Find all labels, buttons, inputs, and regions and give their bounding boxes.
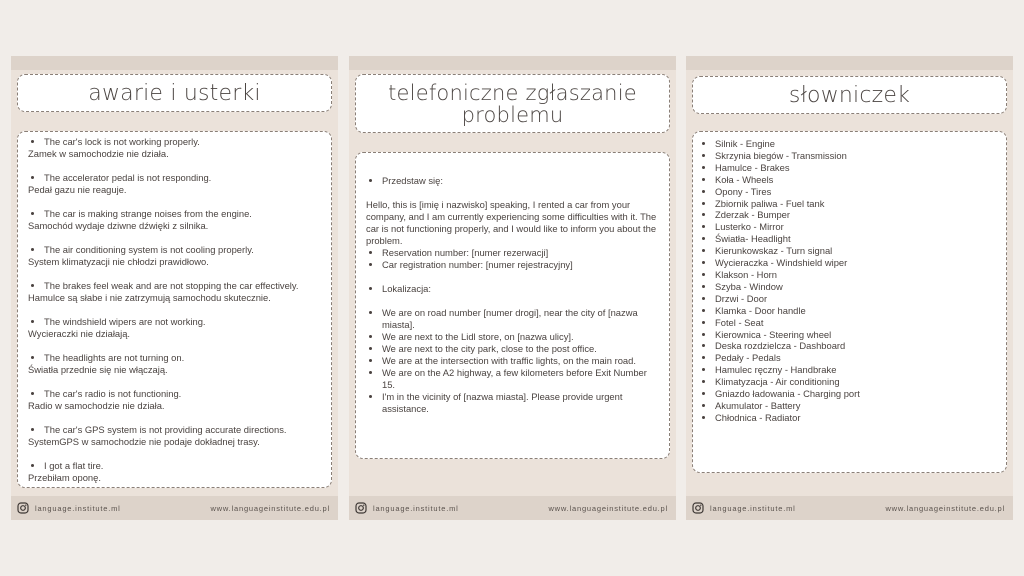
vocab-item: • Szyba - Window	[715, 281, 998, 293]
phrase-pl: SystemGPS w samochodzie nie podaje dokładnej trasy.	[28, 436, 260, 447]
vocab-item: • Drzwi - Door	[715, 293, 998, 305]
footer	[686, 496, 1013, 520]
website-link[interactable]: www.languageinstitute.edu.pl	[885, 503, 1005, 513]
phrase-en: • The car is making strange noises from the engine.	[44, 208, 323, 220]
location-item: • We are next to the Lidl store, on [nazwa ulicy].	[382, 331, 659, 343]
phrase-pl: Zamek w samochodzie nie działa.	[28, 148, 169, 159]
panel-phone-report	[349, 56, 676, 520]
location-item: • We are on road number [numer drogi], near the city of [nazwa miasta].	[382, 307, 659, 331]
vocab-item: • Koła - Wheels	[715, 174, 998, 186]
vocab-item: • Zderzak - Bumper	[715, 209, 998, 221]
vocab-item: • Chłodnica - Radiator	[715, 412, 998, 424]
panel-breakdowns	[11, 56, 338, 520]
instagram-icon[interactable]	[355, 502, 367, 514]
vocab-item: • Hamulce - Brakes	[715, 162, 998, 174]
list-item	[28, 352, 323, 376]
footer	[349, 496, 676, 520]
list-item	[28, 208, 323, 232]
location-item: • We are at the intersection with traffic lights, on the main road.	[382, 355, 659, 367]
list-item	[28, 316, 323, 340]
detail-item: • Car registration number: [numer rejestracyjny]	[382, 259, 659, 271]
phrase-en: • The car's lock is not working properly.	[44, 136, 323, 148]
phrase-pl: Wycieraczki nie działają.	[28, 328, 131, 339]
vocab-item: • Fotel - Seat	[715, 317, 998, 329]
glossary-list	[692, 131, 1007, 473]
vocab-item: • Wycieraczka - Windshield wiper	[715, 257, 998, 269]
instagram-handle[interactable]: language.institute.ml	[373, 503, 459, 513]
vocab-item: • Silnik - Engine	[715, 138, 998, 150]
panel-top-band	[349, 56, 676, 70]
phrase-pl: Hamulce są słabe i nie zatrzymują samochodu skutecznie.	[28, 292, 271, 303]
list-item	[28, 244, 323, 268]
vocab-item: • Kierownica - Steering wheel	[715, 329, 998, 341]
phrase-en: • The accelerator pedal is not responding.	[44, 172, 323, 184]
phrase-pl: Pedał gazu nie reaguje.	[28, 184, 127, 195]
location-item: • We are next to the city park, close to the post office.	[382, 343, 659, 355]
detail-item: • Reservation number: [numer rezerwacji]	[382, 247, 659, 259]
phrase-pl: Samochód wydaje dziwne dźwięki z silnika.	[28, 220, 209, 231]
website-link[interactable]: www.languageinstitute.edu.pl	[548, 503, 668, 513]
list-item	[28, 280, 323, 304]
phone-report-content	[355, 152, 670, 459]
panel-glossary	[686, 56, 1013, 520]
vocab-item: • Gniazdo ładowania - Charging port	[715, 388, 998, 400]
panel-top-band	[11, 56, 338, 70]
phrase-pl: Radio w samochodzie nie działa.	[28, 400, 165, 411]
panel-title: słowniczek	[692, 76, 1007, 114]
intro-bullet: • Przedstaw się:	[382, 175, 659, 187]
instagram-handle[interactable]: language.institute.ml	[35, 503, 121, 513]
vocab-item: • Pedały - Pedals	[715, 352, 998, 364]
vocab-item: • Klakson - Horn	[715, 269, 998, 281]
intro-paragraph: Hello, this is [imię i nazwisko] speaking, I rented a car from your company, and I am currently experiencing some difficulties with it. The car is not functioning properly, and I would like to inform you about the problem.	[366, 199, 657, 246]
vocab-item: • Lusterko - Mirror	[715, 221, 998, 233]
vocab-item: • Akumulator - Battery	[715, 400, 998, 412]
panel-top-band	[686, 56, 1013, 70]
list-item	[28, 388, 323, 412]
phrase-en: • I got a flat tire.	[44, 460, 323, 472]
vocab-item: • Opony - Tires	[715, 186, 998, 198]
phrase-pl: Przebiłam oponę.	[28, 472, 101, 483]
instagram-icon[interactable]	[17, 502, 29, 514]
list-item	[28, 460, 323, 484]
instagram-handle[interactable]: language.institute.ml	[710, 503, 796, 513]
list-item	[28, 424, 323, 448]
breakdowns-list	[17, 131, 332, 488]
instagram-icon[interactable]	[692, 502, 704, 514]
vocab-item: • Klamka - Door handle	[715, 305, 998, 317]
phrase-pl: Światła przednie się nie włączają.	[28, 364, 168, 375]
phrase-en: • The windshield wipers are not working.	[44, 316, 323, 328]
vocab-item: • Zbiornik paliwa - Fuel tank	[715, 198, 998, 210]
phrase-en: • The car's GPS system is not providing accurate directions.	[44, 424, 323, 436]
vocab-item: • Deska rozdzielcza - Dashboard	[715, 340, 998, 352]
phrase-en: • The air conditioning system is not cooling properly.	[44, 244, 323, 256]
footer	[11, 496, 338, 520]
location-item: • I'm in the vicinity of [nazwa miasta]. Please provide urgent assistance.	[382, 391, 659, 415]
list-item	[28, 136, 323, 160]
vocab-item: • Klimatyzacja - Air conditioning	[715, 376, 998, 388]
panel-title: telefoniczne zgłaszanie problemu	[355, 74, 670, 133]
phrase-en: • The car's radio is not functioning.	[44, 388, 323, 400]
vocab-item: • Kierunkowskaz - Turn signal	[715, 245, 998, 257]
list-item	[28, 172, 323, 196]
location-item: • We are on the A2 highway, a few kilometers before Exit Number 15.	[382, 367, 659, 391]
vocab-item: • Skrzynia biegów - Transmission	[715, 150, 998, 162]
website-link[interactable]: www.languageinstitute.edu.pl	[210, 503, 330, 513]
vocab-item: • Hamulec ręczny - Handbrake	[715, 364, 998, 376]
phrase-pl: System klimatyzacji nie chłodzi prawidłowo.	[28, 256, 209, 267]
phrase-en: • The headlights are not turning on.	[44, 352, 323, 364]
phrase-en: • The brakes feel weak and are not stopping the car effectively.	[44, 280, 323, 292]
vocab-item: • Światła- Headlight	[715, 233, 998, 245]
location-bullet: • Lokalizacja:	[382, 283, 659, 295]
panel-title: awarie i usterki	[17, 74, 332, 112]
